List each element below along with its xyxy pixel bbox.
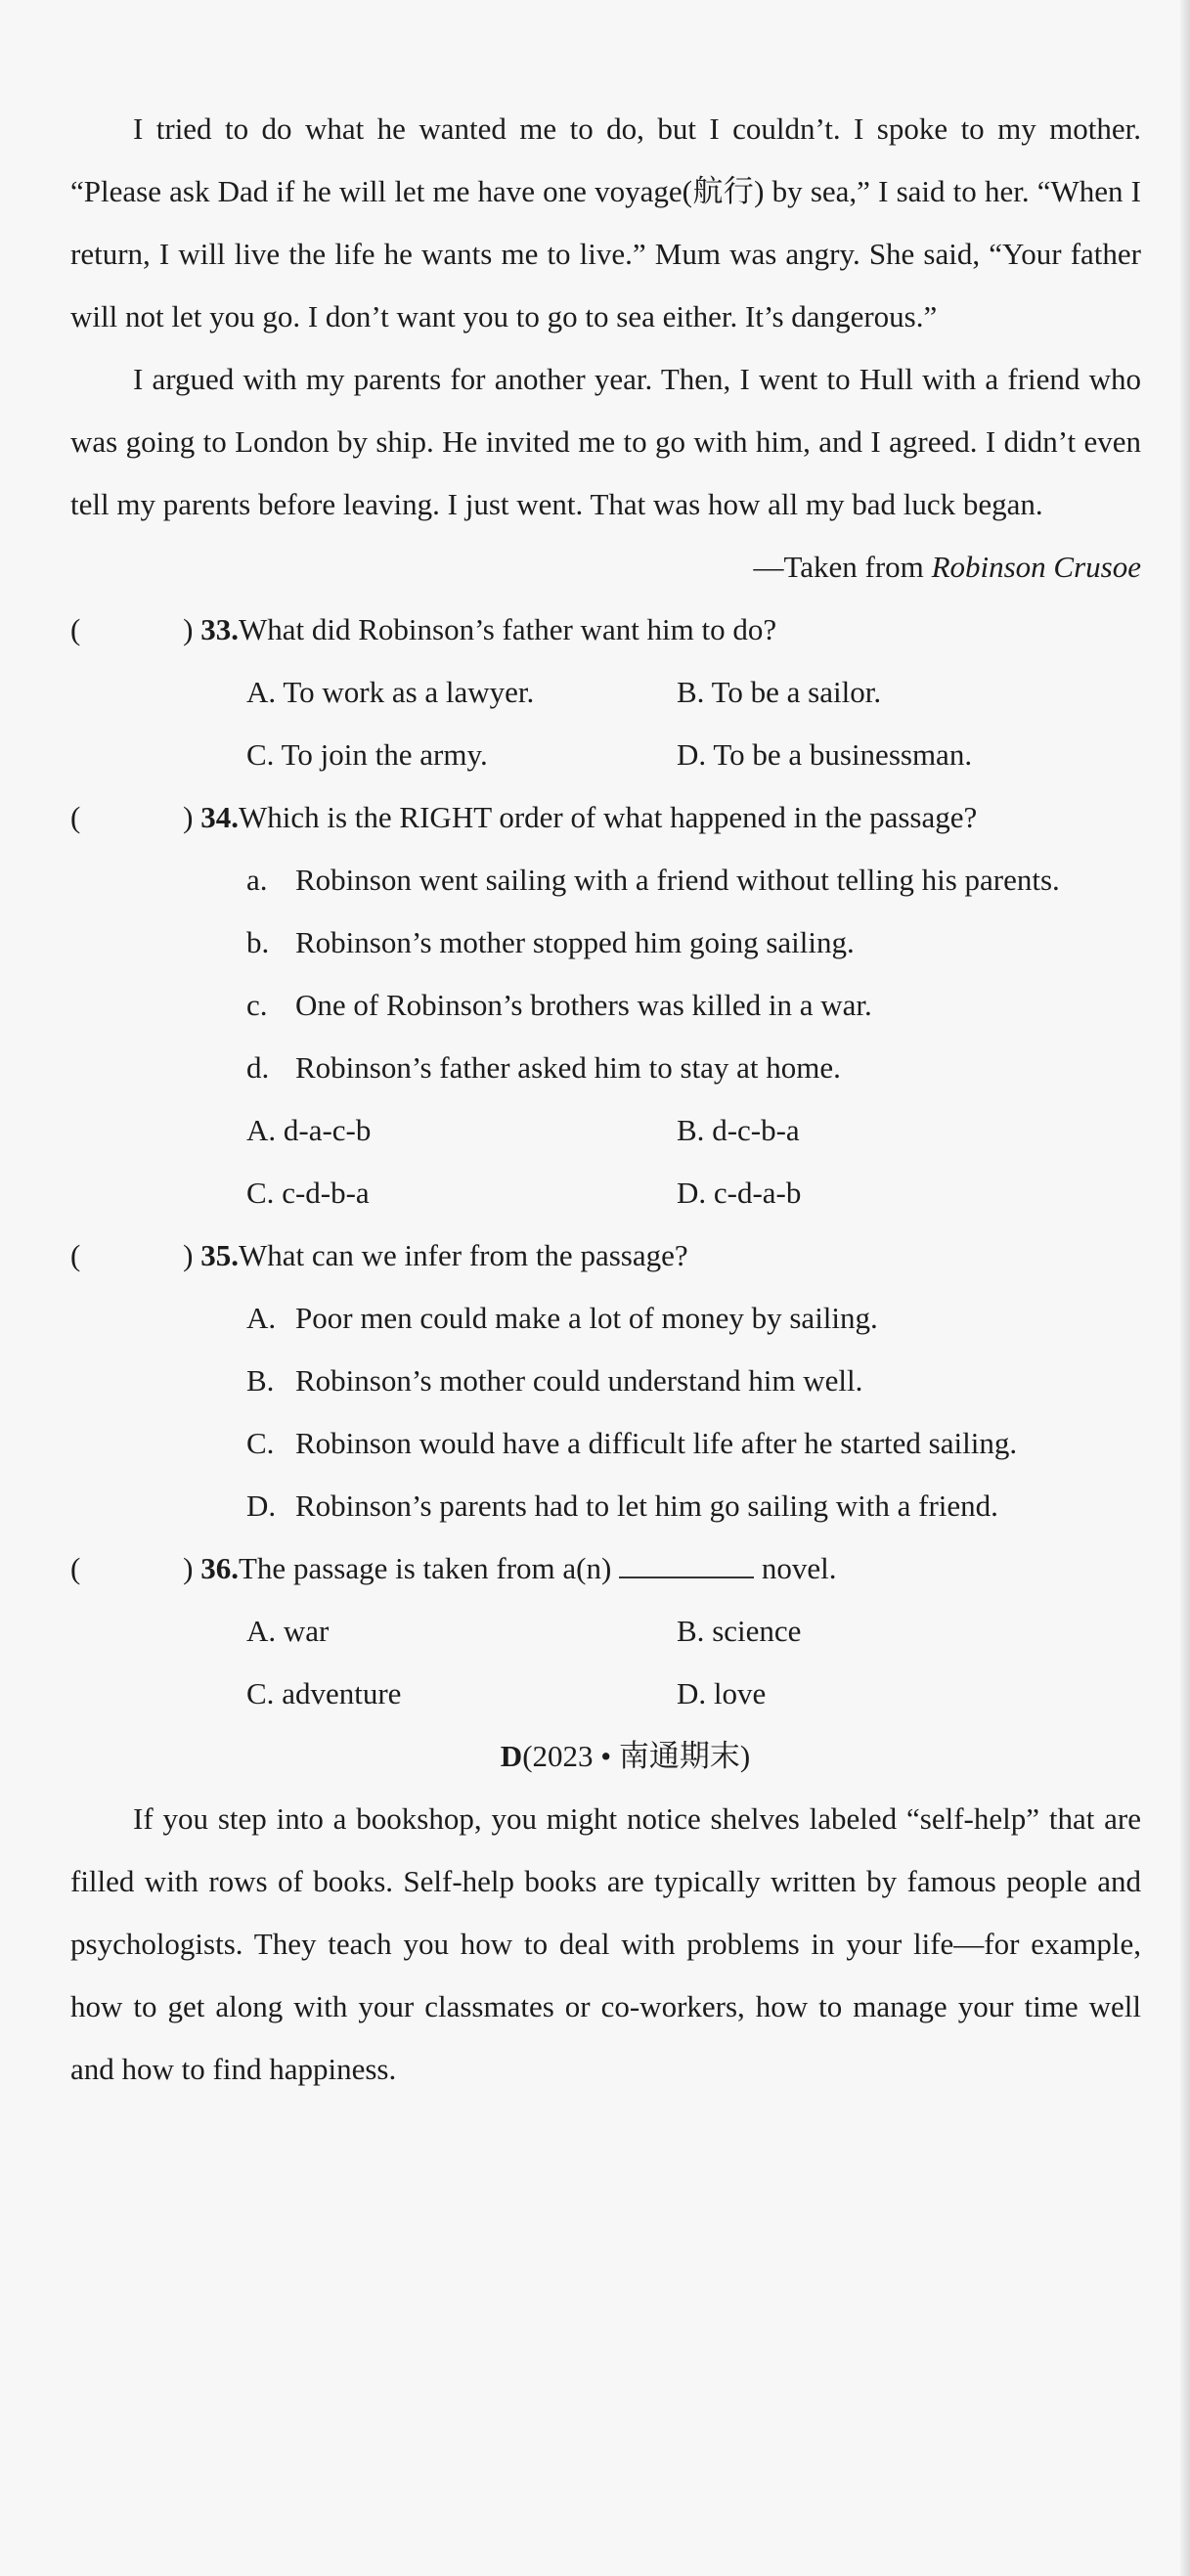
passage-c-paragraph-1: I tried to do what he wanted me to do, but I couldn’t. I spoke to my mother. “Please ask Dad if he will let me have one voyage(航行) by sea,” I said to her. “When I return, I will live the life he wants me to live.” Mum was angry. She said, “Your father will not let you go. I don’t want you to go to sea either. It’s dangerous.” xyxy=(70,111,1141,333)
answer-bracket[interactable]: ( ) 35. xyxy=(70,1238,239,1272)
option-d[interactable]: D. To be a businessman. xyxy=(677,737,973,772)
question-stem: The passage is taken from a(n) novel. xyxy=(239,1551,837,1585)
option-d[interactable]: D. love xyxy=(677,1676,767,1710)
option-c[interactable]: C. Robinson would have a difficult life after he started sailing. xyxy=(246,1426,1018,1460)
question-34 xyxy=(70,786,1141,849)
passage-c-paragraph-2: I argued with my parents for another year. Then, I went to Hull with a friend who was going to London by ship. He invited me to go with him, and I agreed. I didn’t even tell my parents before leaving. I just went. That was how all my bad luck began. xyxy=(70,362,1141,521)
option-d[interactable]: D. c-d-a-b xyxy=(677,1176,802,1210)
option-a[interactable]: A. To work as a lawyer. xyxy=(246,675,535,709)
option-a[interactable]: A. d-a-c-b xyxy=(246,1113,372,1147)
source-prefix: —Taken from xyxy=(753,550,924,584)
option-d[interactable]: D. Robinson’s parents had to let him go sailing with a friend. xyxy=(246,1488,998,1523)
question-stem: Which is the RIGHT order of what happened in the passage? xyxy=(239,800,978,834)
event-a: a. Robinson went sailing with a friend without telling his parents. xyxy=(246,863,1060,897)
question-36 xyxy=(70,1537,1141,1600)
event-c: c. One of Robinson’s brothers was killed in a war. xyxy=(246,988,872,1022)
option-a[interactable]: A. war xyxy=(246,1614,330,1648)
question-stem: What can we infer from the passage? xyxy=(239,1238,688,1272)
question-stem: What did Robinson’s father want him to do? xyxy=(239,612,777,646)
passage-source xyxy=(70,536,1141,599)
page-edge-shadow xyxy=(1180,0,1190,2576)
question-number: 36. xyxy=(200,1551,239,1585)
event-d: d. Robinson’s father asked him to stay at home. xyxy=(246,1050,841,1085)
option-b[interactable]: B. science xyxy=(677,1614,802,1648)
question-33 xyxy=(70,599,1141,661)
section-letter: D xyxy=(500,1739,523,1773)
event-b: b. Robinson’s mother stopped him going sailing. xyxy=(246,925,855,959)
section-source: (2023 • 南通期末) xyxy=(522,1739,751,1773)
answer-bracket[interactable]: ( ) 34. xyxy=(70,800,239,834)
option-b[interactable]: B. d-c-b-a xyxy=(677,1113,800,1147)
option-b[interactable]: B. To be a sailor. xyxy=(677,675,882,709)
question-number: 33. xyxy=(200,612,239,646)
option-c[interactable]: C. adventure xyxy=(246,1676,402,1710)
option-b[interactable]: B. Robinson’s mother could understand him well. xyxy=(246,1363,863,1398)
answer-bracket[interactable]: ( ) 33. xyxy=(70,612,239,646)
question-33-options xyxy=(246,661,1141,786)
section-d-heading xyxy=(110,1725,1141,1788)
option-c[interactable]: C. c-d-b-a xyxy=(246,1176,370,1210)
passage-d-paragraph: If you step into a bookshop, you might notice shelves labeled “self-help” that are filled with rows of books. Self-help books are typically written by famous people and psychologists. They teach you how to deal with problems in your life—for example, how to get along with your classmates or co-workers, how to manage your time well and how to find happiness. xyxy=(70,1801,1141,2086)
fill-blank[interactable] xyxy=(619,1551,754,1578)
option-a[interactable]: A. Poor men could make a lot of money by sailing. xyxy=(246,1301,878,1335)
question-number: 35. xyxy=(200,1238,239,1272)
answer-bracket[interactable]: ( ) 36. xyxy=(70,1551,239,1585)
question-34-events xyxy=(246,849,1141,1224)
option-c[interactable]: C. To join the army. xyxy=(246,737,488,772)
source-title: Robinson Crusoe xyxy=(931,550,1141,584)
question-number: 34. xyxy=(200,800,239,834)
question-36-options xyxy=(246,1600,1141,1725)
question-35-options xyxy=(246,1287,1141,1537)
question-35 xyxy=(70,1224,1141,1287)
content-area xyxy=(70,98,1141,2101)
